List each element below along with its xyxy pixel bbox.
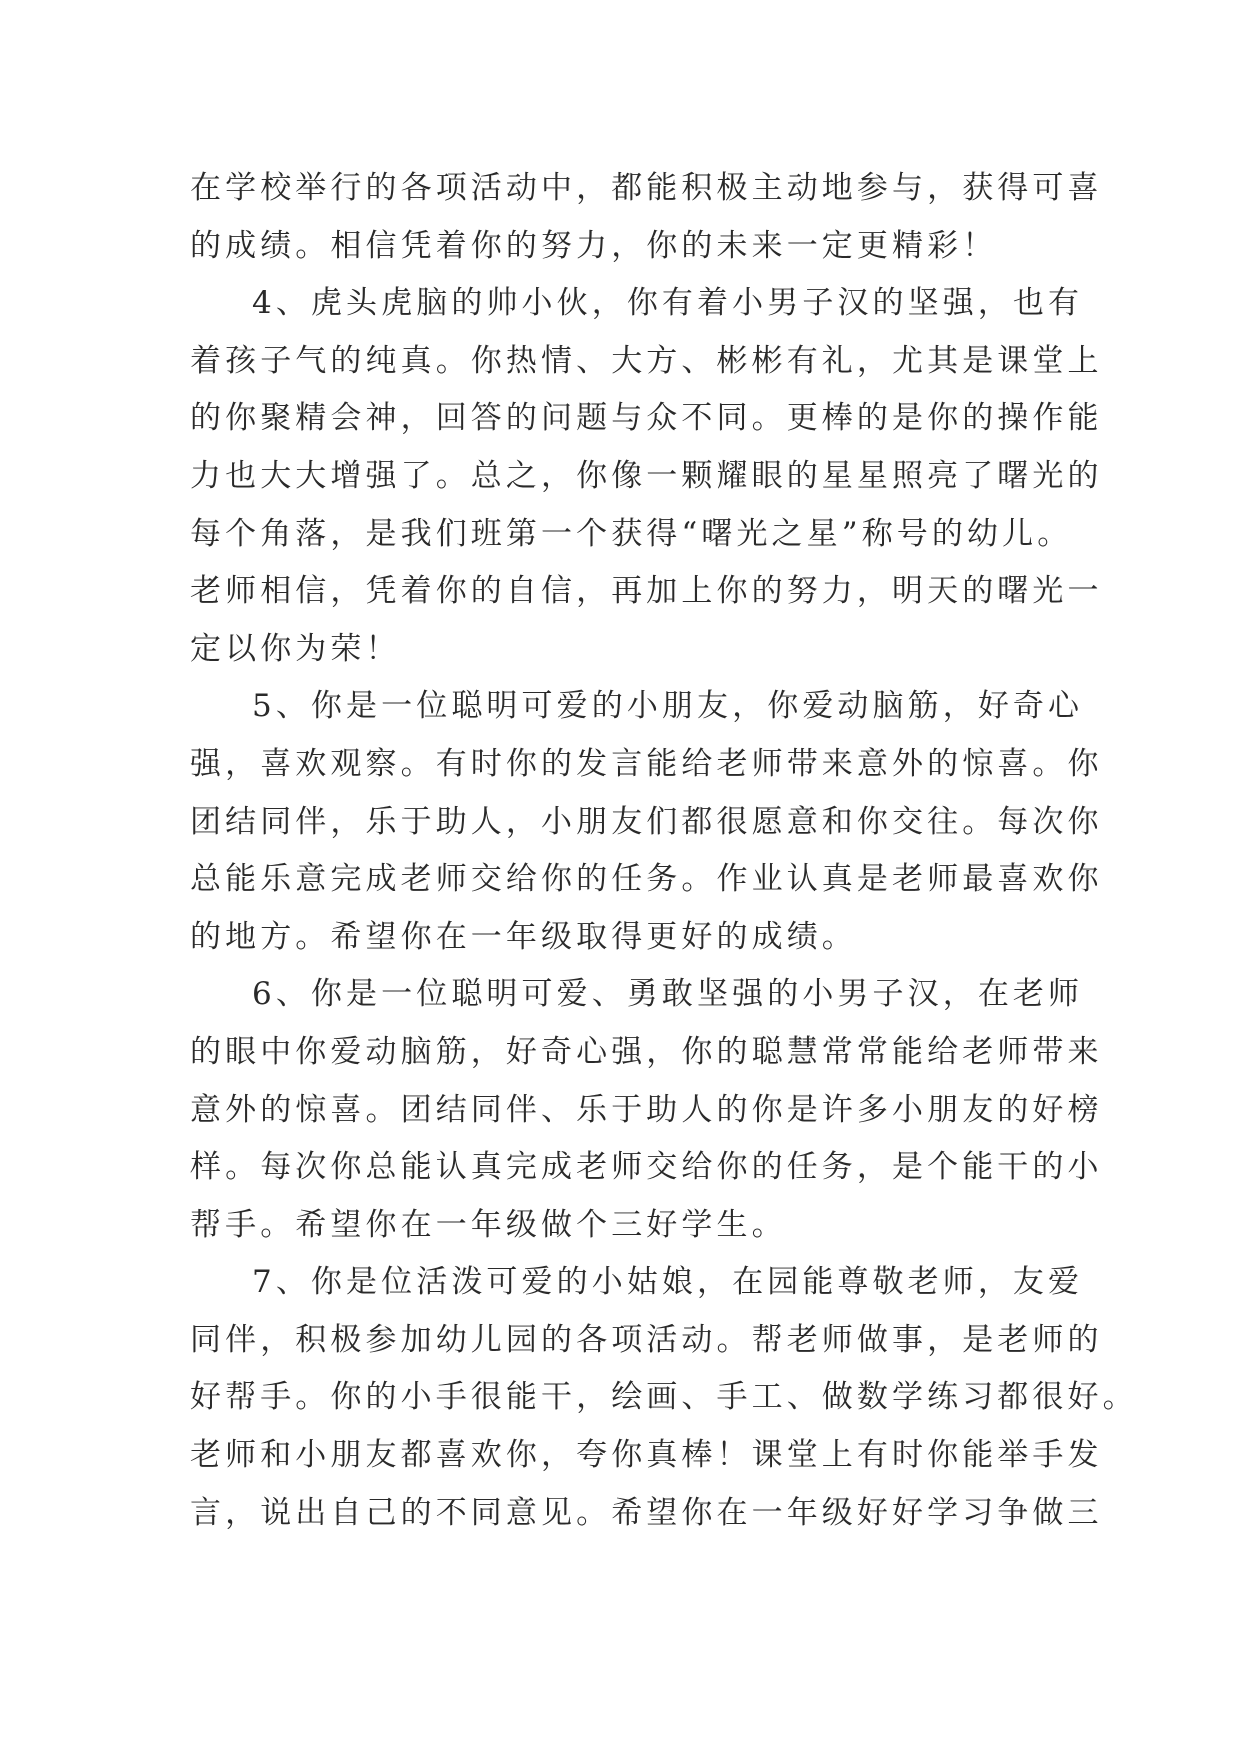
text-line: 定以你为荣！ [190,630,401,667]
text-line: 的地方。希望你在一年级取得更好的成绩。 [190,918,857,955]
text-line: 总能乐意完成老师交给你的任务。作业认真是老师最喜欢你 [190,861,1103,898]
text-line: 老师相信，凭着你的自信，再加上你的努力，明天的曙光一 [190,573,1103,610]
text-line: 着孩子气的纯真。你热情、大方、彬彬有礼，尤其是课堂上 [190,342,1103,379]
text-line: 的眼中你爱动脑筋，好奇心强，你的聪慧常常能给老师带来 [190,1033,1103,1070]
text-line: 团结同伴，乐于助人，小朋友们都很愿意和你交往。每次你 [190,803,1103,840]
text-line: 样。每次你总能认真完成老师交给你的任务，是个能干的小 [190,1149,1103,1186]
text-line: 同伴，积极参加幼儿园的各项活动。帮老师做事，是老师的 [190,1321,1103,1358]
text-line: 老师和小朋友都喜欢你，夸你真棒！课堂上有时你能举手发 [190,1437,1103,1474]
text-line: 在学校举行的各项活动中，都能积极主动地参与，获得可喜 [190,170,1103,206]
paragraph-4-start: 4、虎头虎脑的帅小伙，你有着小男子汉的坚强，也有 [252,285,1084,322]
text-line: 帮手。希望你在一年级做个三好学生。 [190,1206,787,1243]
text-line: 的成绩。相信凭着你的努力，你的未来一定更精彩！ [190,227,998,264]
paragraph-6-start: 6、你是一位聪明可爱、勇敢坚强的小男子汉，在老师 [252,976,1084,1013]
paragraph-5-start: 5、你是一位聪明可爱的小朋友，你爱动脑筋，好奇心 [252,688,1084,725]
text-line: 的你聚精会神，回答的问题与众不同。更棒的是你的操作能 [190,400,1103,437]
text-line: 每个角落，是我们班第一个获得“曙光之星”称号的幼儿。 [190,515,1073,552]
text-line: 力也大大增强了。总之，你像一颗耀眼的星星照亮了曙光的 [190,457,1103,494]
text-line: 意外的惊喜。团结同伴、乐于助人的你是许多小朋友的好榜 [190,1091,1103,1128]
document-body [190,160,1138,1542]
text-line: 言，说出自己的不同意见。希望你在一年级好好学习争做三 [190,1494,1103,1531]
text-line: 强，喜欢观察。有时你的发言能给老师带来意外的惊喜。你 [190,745,1103,782]
paragraph-7-start: 7、你是位活泼可爱的小姑娘，在园能尊敬老师，友爱 [252,1264,1084,1301]
text-line: 好帮手。你的小手很能干，绘画、手工、做数学练习都很好。 [190,1379,1138,1416]
